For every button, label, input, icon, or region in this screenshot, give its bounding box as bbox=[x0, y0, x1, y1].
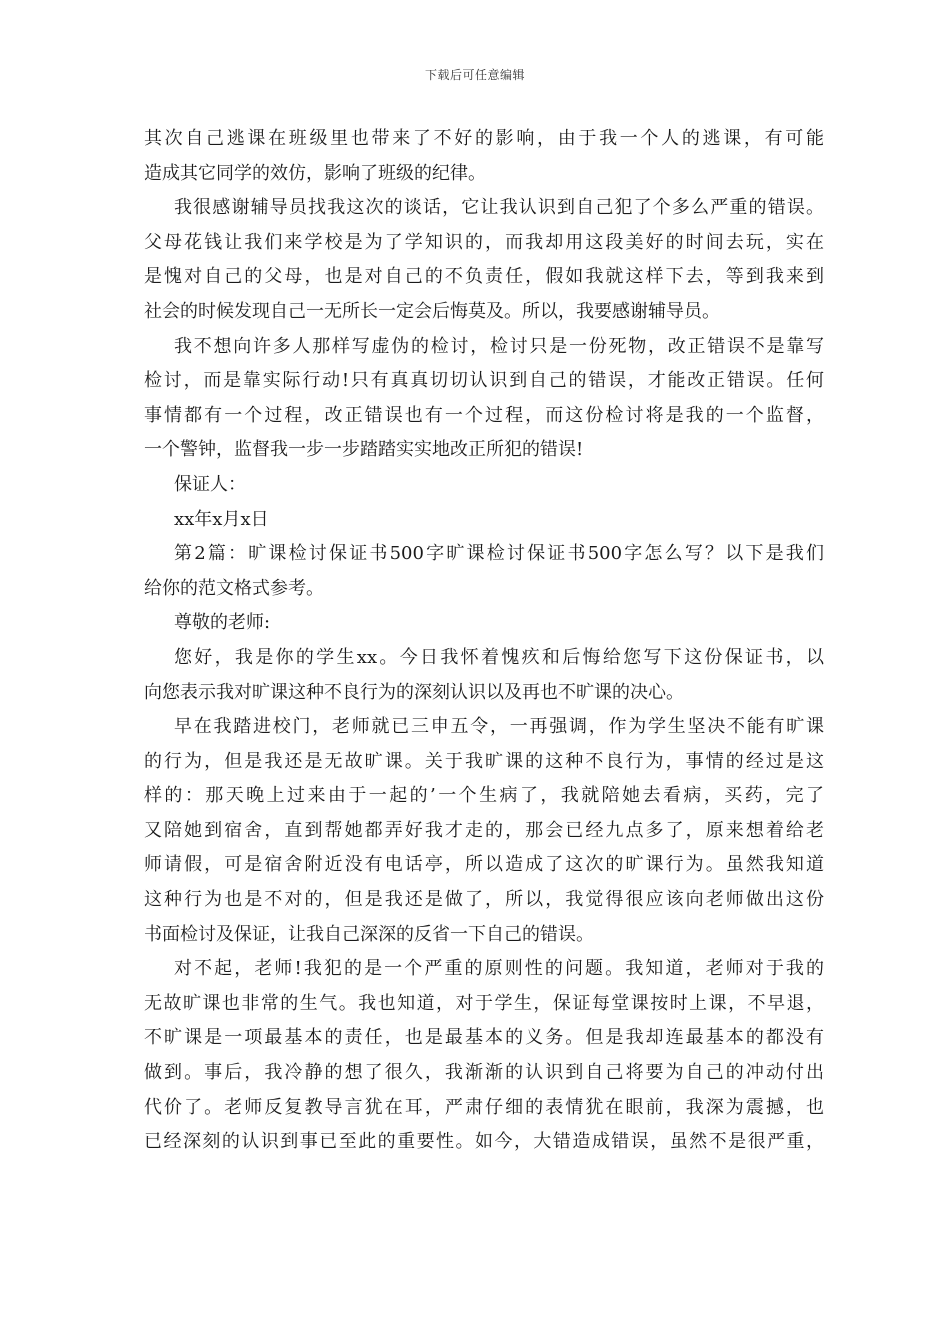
text-line: 又陪她到宿舍，直到帮她都弄好我才走的，那会已经九点多了，原来想着给老 bbox=[144, 819, 824, 841]
text-line: 对不起，老师!我犯的是一个严重的原则性的问题。我知道，老师对于我的 bbox=[174, 958, 824, 980]
text-line: 其次自己逃课在班级里也带来了不好的影响，由于我一个人的逃课，有可能 bbox=[144, 128, 824, 149]
text-line: 做到。事后，我冷静的想了很久，我渐渐的认识到自己将要为自己的冲动付出 bbox=[144, 1062, 824, 1084]
date-line: xx年x月x日 bbox=[174, 508, 269, 530]
text-line: 无故旷课也非常的生气。我也知道，对于学生，保证每堂课按时上课，不早退， bbox=[144, 992, 824, 1014]
text-line: 检讨，而是靠实际行动!只有真真切切认识到自己的错误，才能改正错误。任何 bbox=[144, 370, 824, 392]
text-line: 不旷课是一项最基本的责任，也是最基本的义务。但是我却连最基本的都没有 bbox=[144, 1027, 824, 1049]
text-line: 代价了。老师反复教导言犹在耳，严肃仔细的表情犹在眼前，我深为震撼，也 bbox=[144, 1096, 824, 1118]
text-line: 这种行为也是不对的，但是我还是做了，所以，我觉得很应该向老师做出这份 bbox=[144, 889, 824, 911]
text-line: 我很感谢辅导员找我这次的谈话，它让我认识到自己犯了个多么严重的错误。 bbox=[174, 197, 824, 219]
page-header-note: 下载后可任意编辑 bbox=[424, 68, 525, 82]
section-title-line: 第2篇：旷课检讨保证书500字旷课检讨保证书500字怎么写？以下是我们 bbox=[174, 543, 824, 565]
text-line: 师请假，可是宿舍附近没有电话亭，所以造成了这次的旷课行为。虽然我知道 bbox=[144, 854, 824, 876]
signature-label: 保证人： bbox=[174, 473, 246, 495]
text-line: 书面检讨及保证，让我自己深深的反省一下自己的错误。 bbox=[144, 923, 594, 945]
salutation: 尊敬的老师: bbox=[174, 612, 271, 634]
text-line: 一个警钟，监督我一步一步踏踏实实地改正所犯的错误! bbox=[144, 439, 584, 461]
text-line: 事情都有一个过程，改正错误也有一个过程，而这份检讨将是我的一个监督， bbox=[144, 404, 824, 426]
text-line: 造成其它同学的效仿，影响了班级的纪律。 bbox=[144, 162, 486, 184]
text-line: 的行为，但是我还是无故旷课。关于我旷课的这种不良行为，事情的经过是这 bbox=[144, 750, 824, 772]
document-body bbox=[144, 122, 824, 1160]
text-line: 是愧对自己的父母，也是对自己的不负责任，假如我就这样下去，等到我来到 bbox=[144, 266, 824, 288]
text-line: 向您表示我对旷课这种不良行为的深刻认识以及再也不旷课的决心。 bbox=[144, 681, 684, 703]
text-line: 早在我踏进校门，老师就已三申五令，一再强调，作为学生坚决不能有旷课 bbox=[174, 716, 824, 738]
text-line: 您好，我是你的学生xx。今日我怀着愧疚和后悔给您写下这份保证书，以 bbox=[174, 646, 824, 668]
text-line: 样的：那天晚上过来由于一起的’一个生病了，我就陪她去看病，买药，完了 bbox=[144, 785, 824, 807]
text-line: 父母花钱让我们来学校是为了学知识的，而我却用这段美好的时间去玩，实在 bbox=[144, 231, 824, 253]
text-line: 我不想向许多人那样写虚伪的检讨，检讨只是一份死物，改正错误不是靠写 bbox=[174, 335, 824, 357]
text-line: 已经深刻的认识到事已至此的重要性。如今，大错造成错误，虽然不是很严重， bbox=[144, 1131, 824, 1153]
text-line: 给你的范文格式参考。 bbox=[144, 577, 324, 599]
text-line: 社会的时候发现自己一无所长一定会后悔莫及。所以，我要感谢辅导员。 bbox=[144, 300, 720, 322]
